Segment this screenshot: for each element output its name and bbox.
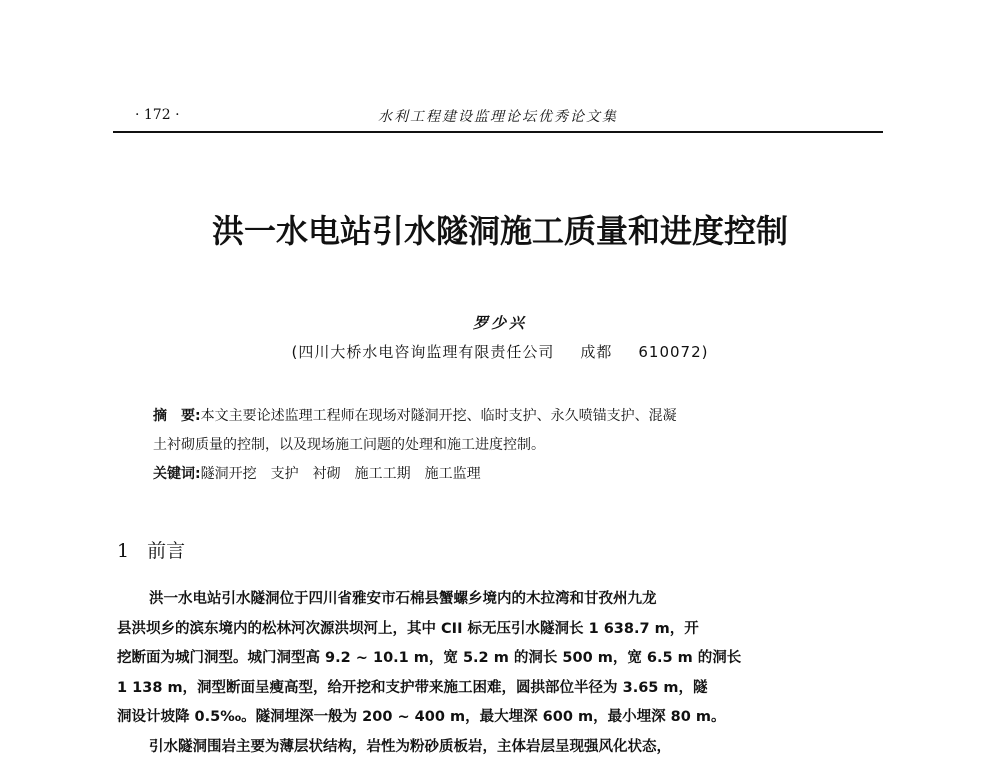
body-line: 洞设计坡降 0.5‰。隧洞埋深一般为 200 ~ 400 m，最大埋深 600 m，最小埋深 80 m。 xyxy=(117,703,883,733)
section-title: 前言 xyxy=(147,540,185,562)
abstract-line-1 xyxy=(153,402,853,431)
author-name: 罗少兴 xyxy=(0,312,1000,333)
body-line: 引水隧洞围岩主要为薄层状结构，岩性为粉砂质板岩，主体岩层呈现强风化状态， xyxy=(117,733,883,762)
body-line: 挖断面为城门洞型。城门洞型高 9.2 ~ 10.1 m，宽 5.2 m 的洞长 500 m，宽 6.5 m 的洞长 xyxy=(117,644,883,674)
body-line: 洪一水电站引水隧洞位于四川省雅安市石棉县蟹螺乡境内的木拉湾和甘孜州九龙 xyxy=(117,585,883,615)
page-number: · 172 · xyxy=(135,107,180,123)
keyword: 衬砌 xyxy=(313,466,341,482)
affiliation-org: (四川大桥水电咨询监理有限责任公司 xyxy=(292,343,555,361)
section-heading xyxy=(117,536,185,563)
abstract-block xyxy=(153,402,853,489)
body-line: 1 138 m，洞型断面呈瘦高型，给开挖和支护带来施工困难，圆拱部位半径为 3.65 m，隧 xyxy=(117,674,883,704)
body-paragraphs xyxy=(117,585,883,762)
abstract-line-2: 土衬砌质量的控制，以及现场施工问题的处理和施工进度控制。 xyxy=(153,431,853,460)
keywords-line xyxy=(153,460,853,489)
keyword: 施工监理 xyxy=(425,466,481,482)
body-line: 县洪坝乡的滨东境内的松林河次源洪坝河上，其中 CII 标无压引水隧洞长 1 638.7 m，开 xyxy=(117,615,883,645)
section-number: 1 xyxy=(117,540,129,562)
keywords-label: 关键词: xyxy=(153,466,201,482)
keyword: 支护 xyxy=(271,466,299,482)
abstract-text-1: 本文主要论述监理工程师在现场对隧洞开挖、临时支护、永久喷锚支护、混凝 xyxy=(201,408,677,424)
running-header xyxy=(113,105,883,133)
keyword: 施工工期 xyxy=(355,466,411,482)
abstract-label: 摘 要: xyxy=(153,408,201,424)
author-affiliation xyxy=(0,341,1000,362)
paper-title: 洪一水电站引水隧洞施工质量和进度控制 xyxy=(0,206,1000,252)
journal-title: 水利工程建设监理论坛优秀论文集 xyxy=(113,106,883,126)
keyword: 隧洞开挖 xyxy=(201,466,257,482)
affiliation-postcode: 610072) xyxy=(638,343,708,361)
affiliation-city: 成都 xyxy=(580,343,612,361)
